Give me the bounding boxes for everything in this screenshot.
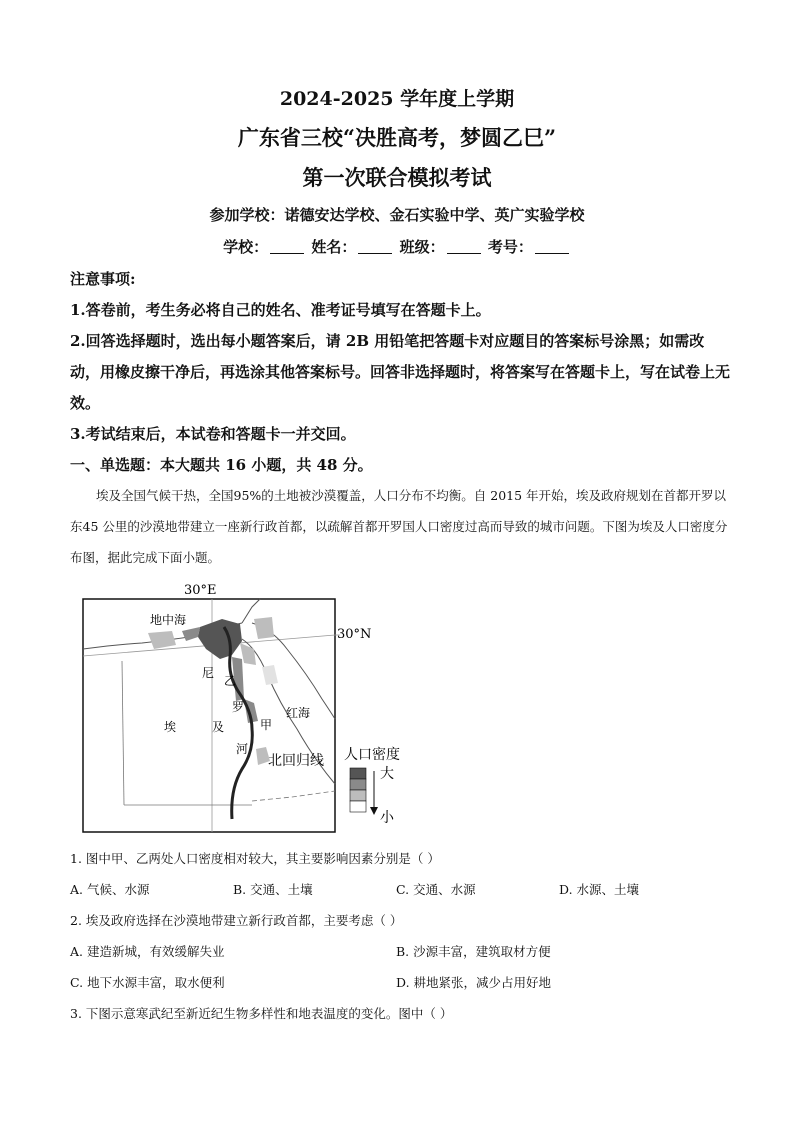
latitude-label: 30°N (337, 627, 372, 642)
question-2-stem: 2. 埃及政府选择在沙漠地带建立新行政首都，主要考虑（ ） (70, 913, 403, 928)
q2-option-c[interactable]: C. 地下水源丰富，取水便利 (70, 975, 225, 990)
question-2-options-row1 (70, 936, 730, 967)
country-char-1: 埃 (164, 720, 177, 734)
question-1-stem: 1. 图中甲、乙两处人口密度相对较大，其主要影响因素分别是（ ） (70, 851, 440, 866)
legend-swatch-low (350, 801, 366, 812)
nile-char-1: 尼 (202, 666, 215, 680)
notes-section (70, 264, 730, 481)
q2-option-d[interactable]: D. 耕地紧张，减少占用好地 (396, 975, 552, 990)
class-field-label: 班级： (399, 238, 445, 256)
name-blank[interactable] (358, 239, 392, 254)
notes-heading: 注意事项: (70, 270, 136, 288)
q1-option-c[interactable]: C. 交通、水源 (396, 882, 476, 897)
longitude-label: 30°E (184, 583, 217, 598)
mediterranean-label: 地中海 (150, 613, 187, 627)
q2-option-b[interactable]: B. 沙源丰富，建筑取材方便 (396, 944, 551, 959)
section-title: 一、单选题：本大题共 16 小题，共 48 分。 (70, 456, 373, 474)
question-3-stem: 3. 下图示意寒武纪至新近纪生物多样性和地表温度的变化。图中（ ） (70, 1006, 453, 1021)
note-item: 1.答卷前，考生务必将自己的姓名、准考证号填写在答题卡上。 (70, 301, 491, 319)
note-item: 3.考试结束后，本试卷和答题卡一并交回。 (70, 425, 356, 443)
point-yi-label: 乙 (224, 674, 237, 688)
legend-swatch-mid (350, 779, 366, 790)
questions-section (70, 843, 730, 1029)
q1-option-b[interactable]: B. 交通、土壤 (233, 882, 313, 897)
nile-char-3: 河 (236, 742, 249, 756)
point-jia-label: 甲 (260, 718, 273, 732)
legend-high-label: 大 (380, 766, 394, 782)
participating-schools: 参加学校：诺德安达学校、金石实验中学、英广实验学校 (209, 206, 585, 224)
class-blank[interactable] (447, 239, 481, 254)
passage-intro: 埃及全国气候干热，全国95%的土地被沙漠覆盖，人口分布不均衡。自 2015 年开始，埃及政府规划在首都开罗以东45 公里的沙漠地带建立一座新行政首都，以疏解首都开罗国人口密度过高而导致的城市问题。下图为埃及人口密度分布图，据此完成下面小题。 (70, 488, 728, 565)
country-char-2: 及 (212, 720, 225, 734)
exam-main-title: 广东省三校“决胜高考，梦圆乙巳” (237, 125, 557, 150)
legend-swatch-light (350, 790, 366, 801)
number-field-label: 考号： (487, 238, 533, 256)
school-field-label: 学校： (223, 238, 269, 256)
exam-subtitle: 第一次联合模拟考试 (302, 165, 492, 190)
school-blank[interactable] (270, 239, 304, 254)
q1-option-d[interactable]: D. 水源、土壤 (559, 882, 640, 897)
student-info-line (0, 236, 794, 257)
question-1-options (70, 874, 730, 905)
nile-char-2: 罗 (232, 700, 245, 714)
question-2-options-row2 (70, 967, 730, 998)
name-field-label: 姓名： (311, 238, 357, 256)
tropic-label: 北回归线 (268, 753, 324, 769)
egypt-population-map (82, 579, 422, 839)
red-sea-label: 红海 (286, 706, 311, 720)
number-blank[interactable] (535, 239, 569, 254)
legend-swatch-dense (350, 768, 366, 779)
q2-option-a[interactable]: A. 建造新城，有效缓解失业 (70, 944, 225, 959)
legend-title: 人口密度 (344, 747, 400, 763)
q1-option-a[interactable]: A. 气候、水源 (70, 882, 150, 897)
exam-year-title: 2024-2025 学年度上学期 (279, 88, 515, 110)
note-item: 2.回答选择题时，选出每小题答案后，请 2B 用铅笔把答题卡对应题目的答案标号涂黑；如需改动，用橡皮擦干净后，再选涂其他答案标号。回答非选择题时，将答案写在答题卡上，写在试卷上无效。 (70, 332, 731, 412)
legend-low-label: 小 (380, 810, 394, 826)
